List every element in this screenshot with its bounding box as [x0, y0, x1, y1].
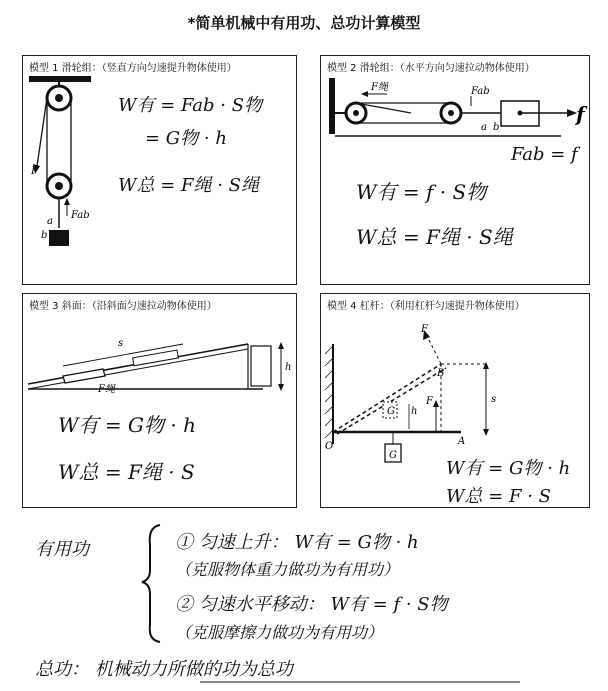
- panel-model-1-pulley-vertical: [22, 55, 297, 285]
- panel-title: 模型 3 斜面：（沿斜面匀速拉动物体使用）: [29, 301, 217, 312]
- m1-useful-work-eq: W有 = Fab · S物: [118, 95, 263, 116]
- panel-model-2-pulley-horizontal: [320, 55, 590, 285]
- m4-total-work-eq: W总 = F · S: [446, 486, 552, 507]
- label-B: B: [437, 368, 445, 379]
- useful-work-label: 有用功: [35, 539, 89, 560]
- label-a: a: [47, 216, 53, 227]
- panel-title: 模型 4 杠杆：（利用杠杆匀速提升物体使用）: [327, 301, 525, 312]
- label-F-lower: F: [426, 396, 433, 407]
- m4-useful-work-eq: W有 = G物 · h: [446, 458, 571, 479]
- m2-fab-eq: Fab = f: [511, 144, 578, 165]
- m2-total-work-eq: W总 = F绳 · S绳: [356, 225, 513, 249]
- label-G: G: [389, 450, 397, 461]
- label-s: s: [491, 394, 497, 405]
- lever-raised: [333, 364, 441, 432]
- panel-title: 模型 1 滑轮组：（竖直方向匀速提升物体使用）: [29, 63, 237, 74]
- label-O: O: [325, 441, 334, 452]
- label-F-top: F: [421, 324, 428, 335]
- ceiling: [29, 76, 91, 82]
- case1-note: （克服物体重力做功为有用功）: [175, 560, 400, 579]
- label-h: h: [285, 362, 292, 373]
- label-Fab: Fab: [471, 86, 490, 97]
- block: [63, 369, 105, 383]
- pulley-box: [251, 346, 271, 386]
- wall: [329, 78, 335, 134]
- m1-total-work-eq: W总 = F绳 · S绳: [118, 175, 260, 196]
- m3-useful-work-eq: W有 = G物 · h: [58, 413, 196, 437]
- label-A: A: [458, 436, 466, 447]
- weight-block: [49, 230, 69, 246]
- panel-title: 模型 2 滑轮组：（水平方向匀速拉动物体使用）: [327, 63, 535, 74]
- label-h: h: [411, 406, 418, 417]
- label-Fab: Fab: [71, 210, 90, 221]
- case2-line: ② 匀速水平移动： W有 = f · S物: [175, 594, 448, 615]
- page-title: *简单机械中有用功、总功计算模型: [187, 14, 421, 32]
- label-F: F绳: [371, 82, 388, 93]
- panel-model-3-incline: [22, 293, 297, 508]
- label-G-raised: G: [387, 406, 395, 417]
- total-work-line: 总功： 机械动力所做的功为总功: [35, 659, 293, 680]
- label-s: s: [118, 338, 124, 349]
- case1-line: ① 匀速上升： W有 = G物 · h: [175, 532, 419, 553]
- label-f: f: [576, 102, 585, 126]
- label-a: a: [481, 122, 487, 133]
- panel-model-4-lever: [320, 293, 590, 508]
- brace: [142, 525, 160, 642]
- label-F: F绳: [98, 384, 115, 395]
- m1-useful-work-eq2: = G物 · h: [145, 128, 227, 149]
- label-F: F: [31, 166, 38, 177]
- case2-note: （克服摩擦力做功为有用功）: [175, 623, 384, 642]
- label-b: b: [41, 230, 48, 241]
- m3-total-work-eq: W总 = F绳 · S: [58, 460, 195, 484]
- pulley-horizontal-diagram: [321, 56, 591, 286]
- label-b: b: [493, 122, 500, 133]
- m2-useful-work-eq: W有 = f · S物: [356, 180, 487, 204]
